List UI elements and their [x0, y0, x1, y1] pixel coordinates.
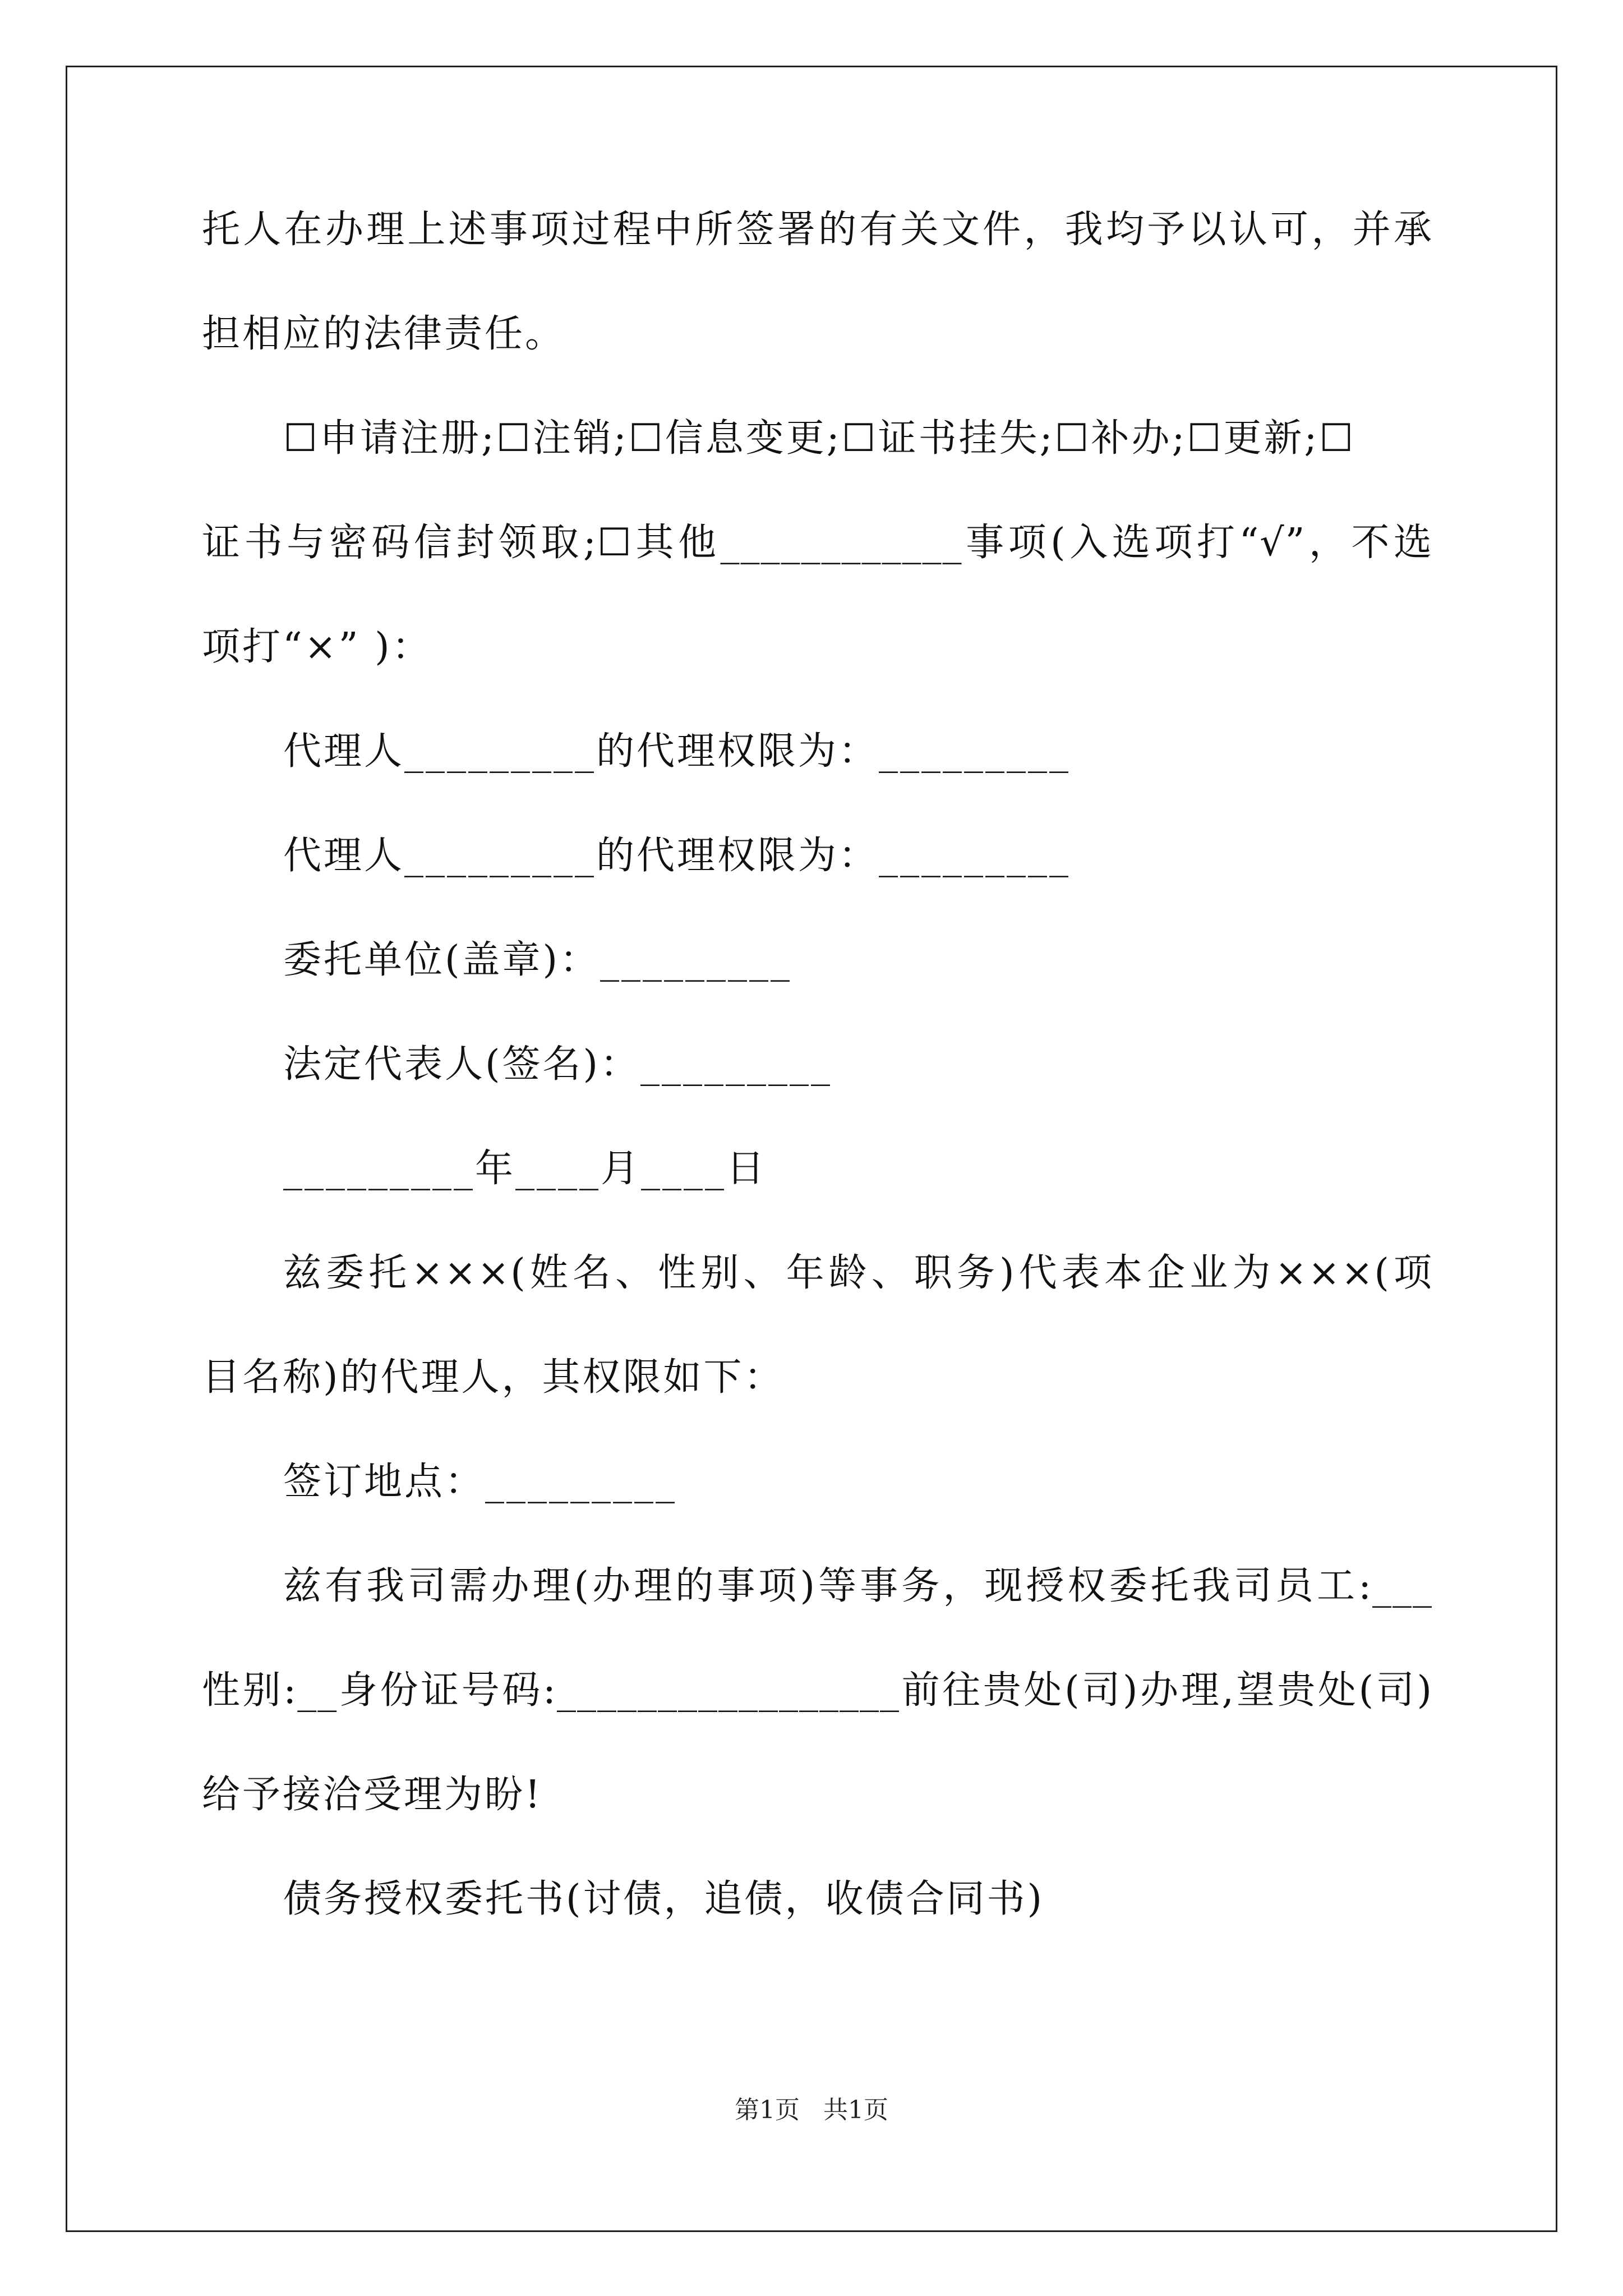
- date-line: _________年____月____日: [283, 1147, 767, 1191]
- options-line-1: ☐申请注册;☐注销;☐信息变更;☐证书挂失;☐补办;☐更新;☐: [283, 416, 1356, 461]
- legal-representative-line: 法定代表人(签名)：_________: [283, 1042, 833, 1087]
- delegation-line-2: 目名称)的代理人，其权限如下：: [202, 1355, 785, 1400]
- options-line-2: 证书与密码信封领取;☐其他____________事项(入选项打“√”，不选: [202, 521, 1433, 565]
- signing-location-line: 签订地点：_________: [283, 1460, 677, 1504]
- debt-authorization-heading: 债务授权委托书(讨债，追债，收债合同书): [283, 1877, 1045, 1921]
- authorization-line-1: 兹有我司需办理(办理的事项)等事务，现授权委托我司员工:___: [283, 1564, 1433, 1608]
- agent-authority-line-1: 代理人_________的代理权限为：_________: [283, 729, 1071, 774]
- options-line-3: 项打“×” )：: [202, 625, 432, 669]
- authorization-line-3: 给予接洽受理为盼!: [202, 1773, 543, 1817]
- paragraph-line-1: 托人在办理上述事项过程中所签署的有关文件，我均予以认可，并承: [202, 208, 1433, 252]
- agent-authority-line-2: 代理人_________的代理权限为：_________: [283, 834, 1071, 878]
- entrusting-unit-line: 委托单位(盖章)：_________: [283, 938, 792, 982]
- paragraph-line-2: 担相应的法律责任。: [202, 312, 566, 356]
- page-number-footer: 第1页 共1页: [735, 2096, 888, 2124]
- authorization-line-2: 性别:__身份证号码:_________________前往贵处(司)办理,望贵处(司): [202, 1668, 1433, 1713]
- delegation-line-1: 兹委托×××(姓名、性别、年龄、职务)代表本企业为×××(项: [283, 1251, 1433, 1295]
